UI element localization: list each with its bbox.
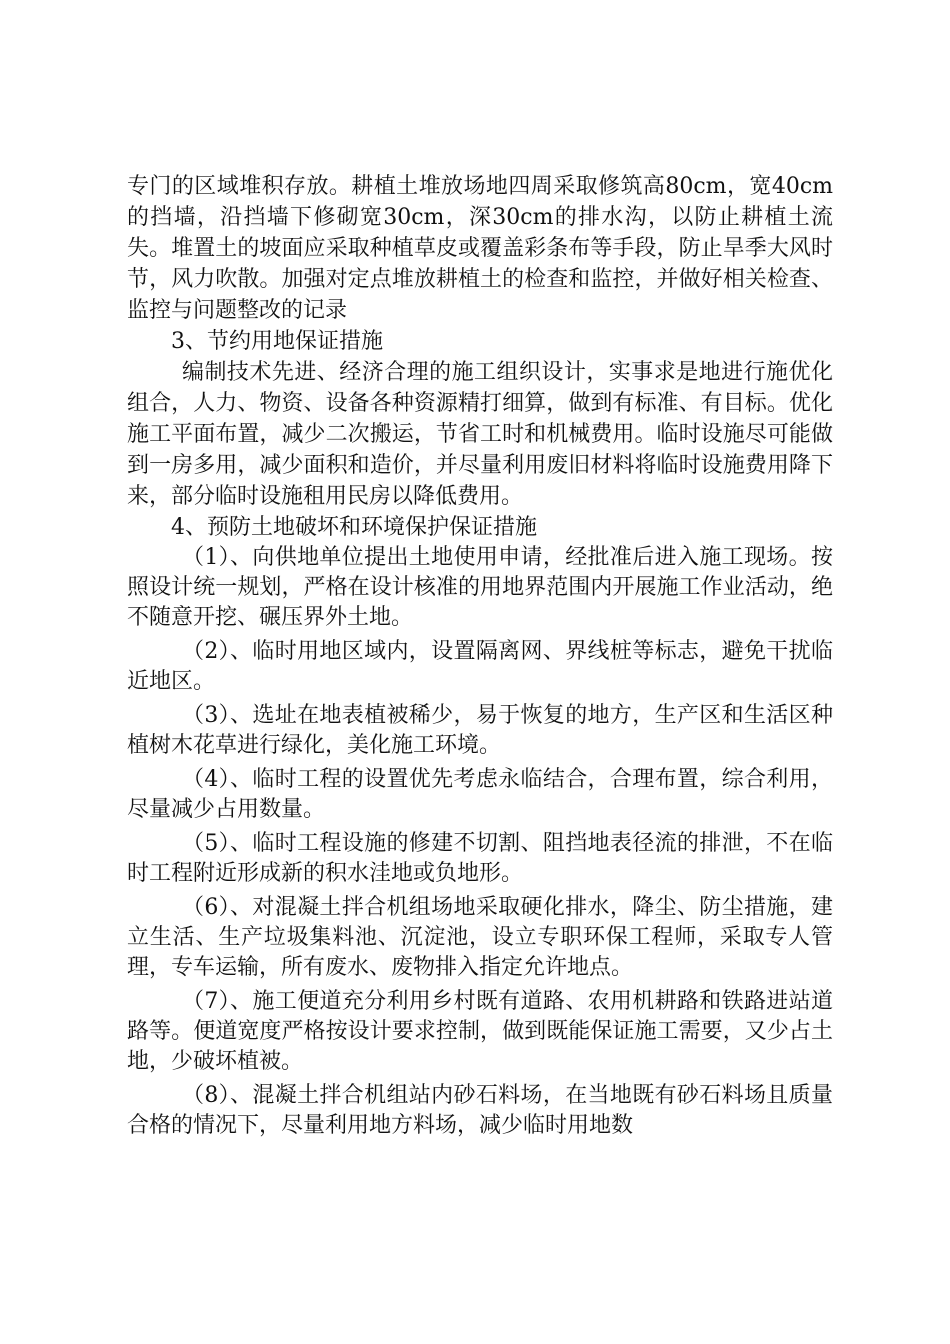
paragraph-topsoil-storage: 专门的区域堆积存放。耕植土堆放场地四周采取修筑高80cm，宽40cm的挡墙，沿挡墙下修砌宽30cm，深30cm的排水沟，以防止耕植土流失。堆置土的坡面应采取种植草皮或覆盖彩条布等手段，防止旱季大风时节，风力吹散。加强对定点堆放耕植土的检查和监控，并做好相关检查、监控与问题整改的记录 xyxy=(127,174,833,323)
document-body xyxy=(127,171,833,1141)
list-item-3: （3）、选址在地表植被稀少，易于恢复的地方，生产区和生活区种植树木花草进行绿化，美化施工环境。 xyxy=(127,703,833,758)
list-item-8: （8）、混凝土拌合机组站内砂石料场，在当地既有砂石料场且质量合格的情况下，尽量利用地方料场，减少临时用地数 xyxy=(127,1083,833,1138)
list-item-1: （1）、向供地单位提出土地使用申请，经批准后进入施工现场。按照设计统一规划，严格在设计核准的用地界范围内开展施工作业活动，绝不随意开挖、碾压界外土地。 xyxy=(127,545,833,630)
list-item-5: （5）、临时工程设施的修建不切割、阻挡地表径流的排泄，不在临时工程附近形成新的积水洼地或负地形。 xyxy=(127,831,833,886)
list-item-2: （2）、临时用地区域内，设置隔离网、界线桩等标志，避免干扰临近地区。 xyxy=(127,639,833,694)
list-item-4: （4）、临时工程的设置优先考虑永临结合，合理布置，综合利用，尽量减少占用数量。 xyxy=(127,767,833,822)
paragraph-land-saving: 编制技术先进、经济合理的施工组织设计，实事求是地进行施优化组合，人力、物资、设备各种资源精打细算，做到有标准、有目标。优化施工平面布置，减少二次搬运，节省工时和机械费用。临时设施尽可能做到一房多用，减少面积和造价，并尽量利用废旧材料将临时设施费用降下来，部分临时设施租用民房以降低费用。 xyxy=(127,360,833,509)
list-item-7: （7）、施工便道充分利用乡村既有道路、农用机耕路和铁路进站道路等。便道宽度严格按设计要求控制，做到既能保证施工需要，又少占土地，少破坏植被。 xyxy=(127,989,833,1074)
section-heading-land-saving: 3、节约用地保证措施 xyxy=(171,329,383,354)
list-item-6: （6）、对混凝土拌合机组场地采取硬化排水，降尘、防尘措施，建立生活、生产垃圾集料池、沉淀池，设立专职环保工程师，采取专人管理，专车运输，所有废水、废物排入指定允许地点。 xyxy=(127,895,833,980)
section-heading-land-protection: 4、预防土地破坏和环境保护保证措施 xyxy=(171,515,537,540)
